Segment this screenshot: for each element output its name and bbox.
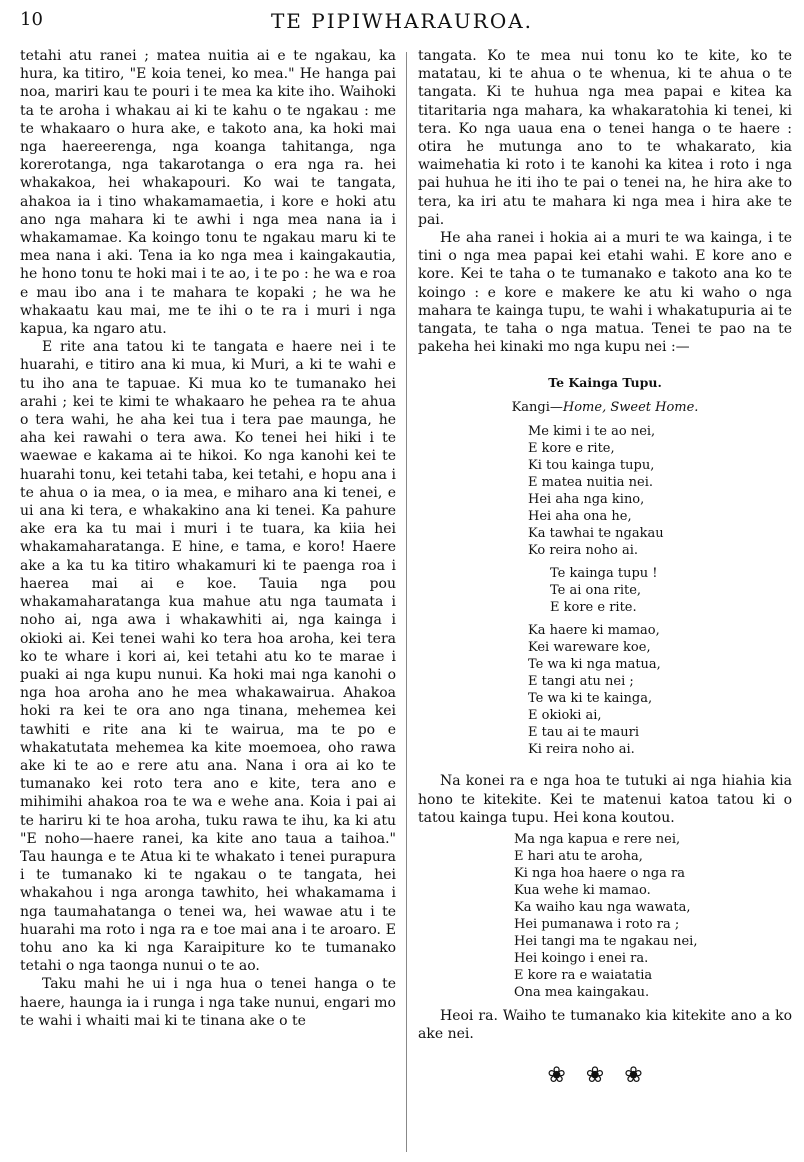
verse-line: E tau ai te mauri [528, 725, 640, 741]
verse-line: Hei tangi ma te ngakau nei, [514, 934, 698, 950]
running-head-title: TE PIPIWHARAUROA. [270, 9, 534, 33]
verse-line: E matea nuitia nei. [528, 475, 654, 491]
verse-line: Ma nga kapua e rere nei, [514, 832, 681, 848]
verse-line: Ona mea kaingakau. [514, 985, 650, 1001]
flower-ornament-icon: ❀ [624, 1063, 663, 1089]
ornament-row [418, 1063, 792, 1089]
verse-line: Ka waiho kau nga wawata, [514, 900, 691, 916]
verse-line: E kore e rite, [528, 441, 615, 457]
right-column [418, 47, 792, 1089]
verse-line: Te wa ki te kainga, [528, 691, 653, 707]
verse-line: Te ai ona rite, [550, 583, 642, 599]
verse-line: Ko reira noho ai. [528, 543, 639, 559]
verse-line: Ki tou kainga tupu, [528, 458, 655, 474]
verse-line: Me kimi i te ao nei, [528, 424, 656, 440]
verse-line: E hari atu te aroha, [514, 849, 643, 865]
verse-line: Te kainga tupu ! [550, 566, 658, 582]
tune-name: Home, Sweet Home. [562, 400, 699, 416]
right-paragraph-1: tangata. Ko te mea nui tonu ko te kite, ko te matatau, ki te ahua o te whenua, ki te ahua o te tangata. Ki te huhua nga mea papai e kitea ka titaritaria nga mahara, ka whakaratohia ki tenei, ki tera. Ko nga uaua ena o tenei hanga o te haere : otira he mutunga ano to te whakarato, kia waimehatia ki roto i te kanohi ka kitea i roto i nga pai huhua he iti iho te pai o tenei na, he hira ake to tera, ka iri atu te mahara ki nga mea i hira ake te pai. [418, 48, 792, 228]
verse-line: Ka tawhai te ngakau [528, 526, 664, 542]
right-paragraph-2: He aha ranei i hokia ai a muri te wa kainga, i te tini o nga mea papai kei etahi wahi. E kore ano e kore. Kei te taha o te tumanako e takoto ana ko te koingo : e kore e makere ke atu ki waho o nga mahara te kainga tupu, te wahi i whakatupuria ai te tangata, te taha o nga matua. Tenei te pao na te pakeha hei kinaki mo nga kupu nei :— [418, 230, 792, 356]
flower-ornament-icon: ❀ [547, 1063, 586, 1089]
song-verse-1 [528, 423, 792, 559]
column-divider [406, 52, 407, 1152]
verse-line: Ki reira noho ai. [528, 742, 635, 758]
verse-line: Hei aha ona he, [528, 509, 632, 525]
verse-line: E kore ra e waiatatia [514, 968, 653, 984]
song-verse-2 [528, 622, 792, 758]
page-number: 10 [20, 9, 43, 30]
verse-line: Ka haere ki mamao, [528, 623, 660, 639]
left-paragraph-1: tetahi atu ranei ; matea nuitia ai e te ngakau, ka hura, ka titiro, "E koia tenei, ko mea." He hanga pai noa, mariri kau te pouri i te mea ka kite iho. Waihoki ta te aroha i whakau ai ki te kahu o te ngakau : me te whakaaro o hura ake, e takoto ana, ka hoki mai nga haereerenga, nga koanga tahitanga, nga korerotanga, nga takarotanga o era nga ra. hei whakakoa, hei whakapouri. Ko wai te tangata, ahakoa ia i tino whakamamaetia, i kore e hoki atu ano nga mahara ki te awhi i nga mea nana ia i whakamamae. Ka koingo tonu te ngakau maru ki te mea nana i aki. Tena ia ko nga mea i kaingakautia, he hono tonu te hoki mai i te ao, i te po : he wa e roa e mau ibo ana i te mahara te kopaki ; he wa he whakaatu kau mai, me te ihi o te ra i muri i nga kapua, ka ngaro atu. [20, 48, 396, 338]
verse-line: Ki nga hoa haere o nga ra [514, 866, 686, 882]
signoff-paragraph: Heoi ra. Waiho te tumanako kia kitekite ano a ko ake nei. [418, 1008, 792, 1043]
left-paragraph-3: Taku mahi he ui i nga hua o tenei hanga o te haere, haunga ia i runga i nga take nunui, engari mo te wahi i whaiti mai ki te tinana ake o te [20, 976, 396, 1029]
left-column [20, 47, 396, 1030]
verse-line: Kua wehe ki mamao. [514, 883, 651, 899]
verse-line: E tangi atu nei ; [528, 674, 634, 690]
left-paragraph-2: E rite ana tatou ki te tangata e haere nei i te huarahi, e titiro ana ki mua, ki Muri, a ki te wahi e tu iho ana te tapuae. Ki mua ko te tumanako hei arahi ; kei te kimi te whakaaro he pehea ra te ahua o tera wahi, he aha kei tua i tera pae maunga, he aha kei rawahi o tera awa. Ko tenei hei hiki i te waewae e kakama ai te hikoi. Ko nga kanohi kei te huarahi tonu, kei tetahi taba, kei tetahi, e hopu ana i te ahua o ia mea, o ia mea, e miharo ana ki tenei, e ui ana ki tera, e whakakino ana ki tenei. Ka pahure ake era ka tu mai i muri i te tuara, ka kiia hei whakamaharatanga. E hine, e tama, e koro! Haere ake a ka tu ka titiro whakamuri ki te paenga roa i haerea mai ai e koe. Tauia nga pou whakamaharatanga kua mahue atu nga taumata i noho ai, nga awa i whakawhiti ai, nga kainga i okioki ai. Kei tenei wahi ko tera hoa aroha, kei tera ko te whare i kori ai, kei tetahi atu ko te marae i puaki ai nga kupu nunui. Ka hoki mai nga kanohi o nga hoa aroha ano he mea whakawairua. Ahakoa hoki ra kei te ora ano nga tinana, mehemea kei tawhiti e rite ana ki te wairua, ma te po e whakatutata mehemea ka kite moemoea, oho rawa ake ki te ao e rere atu ana. Nana i ora ai ko te tumanako kei roto tera ano e kite, tera ano e mihimihi ahakoa roa te wa e wehe ana. Koia i pai ai te hariru ki te hoa aroha, tuku rawa te ihu, ka ki atu "E noho—haere ranei, ka kite ano taua a taihoa." Tau haunga e te Atua ki te whakato i tenei purapura i te tumanako ki te ngakau o te tangata, hei whakahou i nga aronga tawhito, hei whakamama i nga taumahatanga o tenei wa, hei wawae atu i te huarahi ma roto i nga ra e toe mai ana i te aroaro. E tohu ano ka ki nga Karaipiture ko te tumanako tetahi o nga taonga nunui o te ao. [20, 339, 396, 975]
verse-line: Hei koingo i enei ra. [514, 951, 649, 967]
farewell-verse [514, 831, 792, 1001]
verse-line: Te wa ki nga matua, [528, 657, 661, 673]
song-tune [418, 399, 792, 417]
song-chorus [550, 565, 792, 616]
verse-line: E okioki ai, [528, 708, 602, 724]
verse-line: Hei aha nga kino, [528, 492, 645, 508]
song-title: Te Kainga Tupu. [548, 375, 662, 391]
flower-ornament-icon: ❀ [585, 1063, 625, 1089]
verse-line: Kei wareware koe, [528, 640, 651, 656]
closing-paragraph: Na konei ra e nga hoa te tutuki ai nga hiahia kia hono te kitekite. Kei te matenui katoa tatou ki o tatou kainga tupu. Hei kona koutou. [418, 773, 792, 826]
tune-label: Kangi— [511, 400, 563, 416]
verse-line: E kore e rite. [550, 600, 637, 616]
verse-line: Hei pumanawa i roto ra ; [514, 917, 680, 933]
